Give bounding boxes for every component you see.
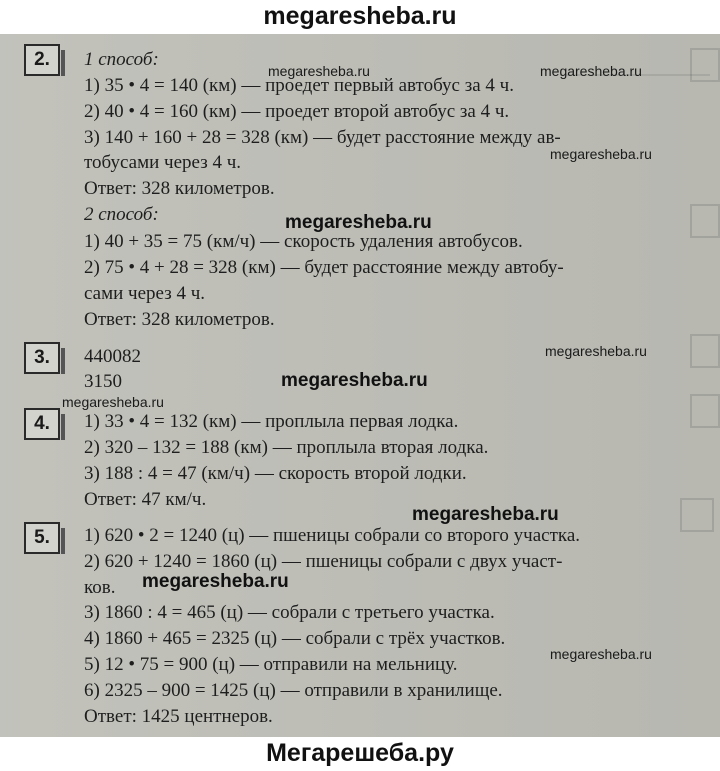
task-line: 2) 75 • 4 + 28 = 328 (км) — будет расстояние между автобу-: [84, 257, 564, 278]
task-line: ков.: [84, 577, 116, 598]
watermark: megaresheba.ru: [285, 212, 432, 233]
task-answer: Ответ: 328 километров.: [84, 178, 275, 199]
watermark: megaresheba.ru: [412, 504, 559, 525]
task-line: 2 способ:: [84, 204, 159, 225]
task-line: 6) 2325 – 900 = 1425 (ц) — отправили в хранилище.: [84, 680, 503, 701]
watermark: megaresheba.ru: [540, 63, 642, 79]
task-line: 3150: [84, 371, 122, 392]
watermark: megaresheba.ru: [550, 646, 652, 662]
task-line: 1 способ:: [84, 49, 159, 70]
task-line: 5) 12 • 75 = 900 (ц) — отправили на мельницу.: [84, 654, 458, 675]
bleed-through-decoration: [680, 498, 714, 532]
task-line: сами через 4 ч.: [84, 283, 206, 304]
watermark: megaresheba.ru: [142, 571, 289, 592]
task-number-badge: 4.: [24, 408, 60, 440]
task-line: 1) 35 • 4 = 140 (км) — проедет первый автобус за 4 ч.: [84, 75, 514, 96]
task-line: 1) 620 • 2 = 1240 (ц) — пшеницы собрали со второго участка.: [84, 525, 581, 546]
watermark: megaresheba.ru: [62, 394, 164, 410]
task-line: 2) 40 • 4 = 160 (км) — проедет второй автобус за 4 ч.: [84, 101, 510, 122]
task-line: 2) 320 – 132 = 188 (км) — проплыла вторая лодка.: [84, 437, 489, 458]
task-answer: Ответ: 47 км/ч.: [84, 489, 207, 510]
task-number-badge: 3.: [24, 342, 60, 374]
bleed-through-decoration: [690, 48, 720, 82]
task-line: тобусами через 4 ч.: [84, 152, 242, 173]
watermark: megaresheba.ru: [545, 343, 647, 359]
task-line: 2) 620 + 1240 = 1860 (ц) — пшеницы собрали с двух участ-: [84, 551, 563, 572]
task-line: 1) 33 • 4 = 132 (км) — проплыла первая лодка.: [84, 411, 459, 432]
bleed-through-decoration: [690, 394, 720, 428]
site-header[interactable]: megaresheba.ru: [0, 0, 720, 34]
bleed-through-decoration: [690, 334, 720, 368]
task-line: 3) 188 : 4 = 47 (км/ч) — скорость второй лодки.: [84, 463, 467, 484]
watermark: megaresheba.ru: [281, 370, 428, 391]
textbook-page: [0, 34, 720, 737]
task-number-badge: 2.: [24, 44, 60, 76]
site-footer[interactable]: Мегарешеба.ру: [0, 737, 720, 771]
task-line: 1) 40 + 35 = 75 (км/ч) — скорость удаления автобусов.: [84, 231, 523, 252]
watermark: megaresheba.ru: [268, 63, 370, 79]
bleed-through-decoration: [690, 204, 720, 238]
task-number-badge: 5.: [24, 522, 60, 554]
task-answer: Ответ: 1425 центнеров.: [84, 706, 273, 727]
task-line: 440082: [84, 346, 141, 367]
task-line: 3) 140 + 160 + 28 = 328 (км) — будет расстояние между ав-: [84, 127, 561, 148]
task-line: 3) 1860 : 4 = 465 (ц) — собрали с третьего участка.: [84, 602, 495, 623]
task-answer: Ответ: 328 километров.: [84, 309, 275, 330]
watermark: megaresheba.ru: [550, 146, 652, 162]
task-line: 4) 1860 + 465 = 2325 (ц) — собрали с трёх участков.: [84, 628, 506, 649]
